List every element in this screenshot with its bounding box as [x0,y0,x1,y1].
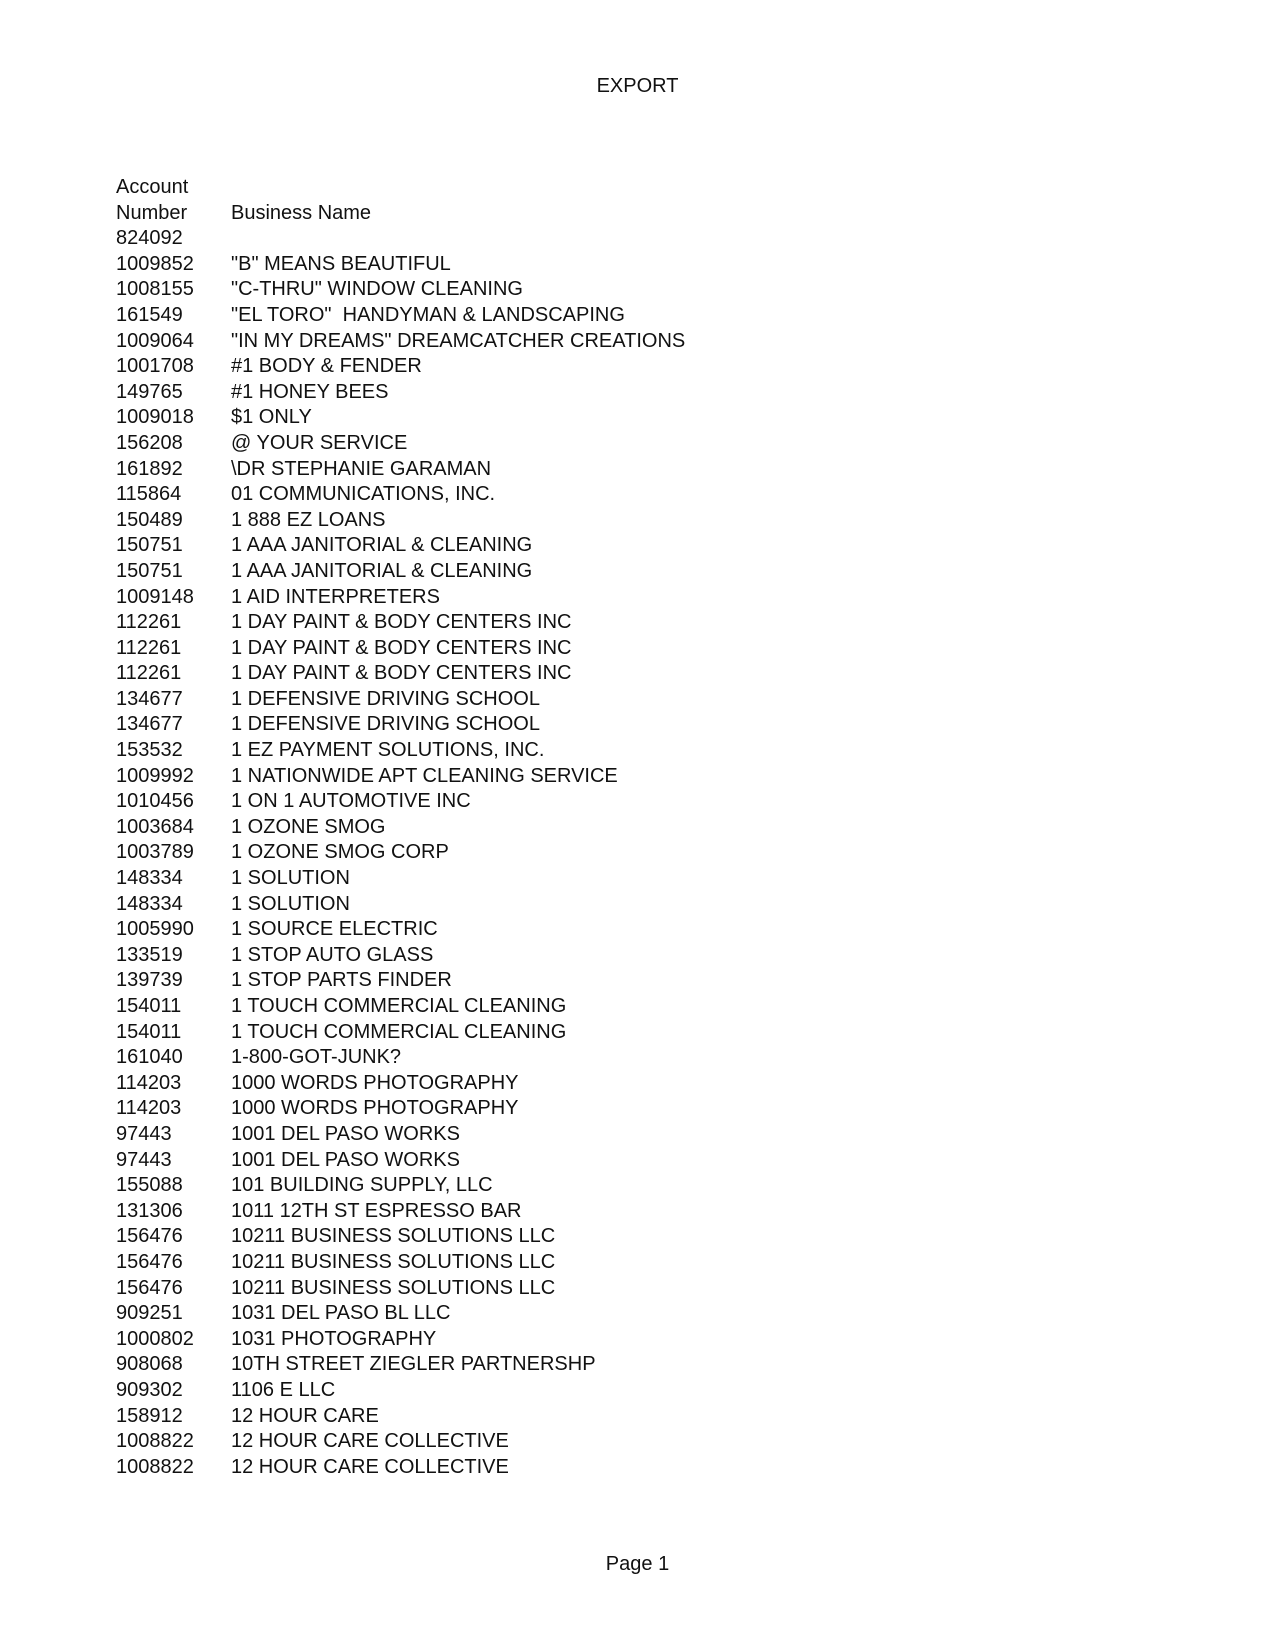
table-row [116,1352,685,1378]
business-name-cell: 1000 WORDS PHOTOGRAPHY [231,1097,519,1120]
page-number: Page 1 [605,1553,670,1575]
table-row [116,1404,685,1430]
table-row [116,1122,685,1148]
business-name-cell: 1 DAY PAINT & BODY CENTERS INC [231,611,572,634]
table-row [116,457,685,483]
account-header-line2: Number [116,201,188,224]
business-name-cell: 1000 WORDS PHOTOGRAPHY [231,1071,519,1094]
table-row [116,482,685,508]
account-number-cell: 150489 [116,508,183,531]
business-name-cell: \DR STEPHANIE GARAMAN [231,457,492,480]
table-row [116,815,685,841]
business-name-cell: 1 OZONE SMOG CORP [231,841,449,864]
business-name-cell: 12 HOUR CARE [231,1404,379,1427]
table-row [116,431,685,457]
account-number-cell: 1003789 [116,841,194,864]
table-row [116,1020,685,1046]
business-name-cell: #1 HONEY BEES [231,380,389,403]
table-row [116,354,685,380]
account-number-cell: 97443 [116,1122,172,1145]
table-row [116,303,685,329]
table-header [116,175,685,226]
business-name-cell: $1 ONLY [231,406,312,429]
account-number-cell: 1001708 [116,355,194,378]
business-name-cell: 12 HOUR CARE COLLECTIVE [231,1430,509,1453]
business-name-cell: 1106 E LLC [231,1378,336,1401]
account-number-cell: 1005990 [116,918,194,941]
account-number-cell: 155088 [116,1174,183,1197]
table-row [116,533,685,559]
account-number-cell: 908068 [116,1353,183,1376]
account-number-cell: 154011 [116,1020,182,1043]
account-number-cell: 112261 [116,662,182,685]
account-number-cell: 161549 [116,303,183,326]
table-row [116,1327,685,1353]
table-row [116,1224,685,1250]
business-name-cell: 1 AAA JANITORIAL & CLEANING [231,559,533,582]
table-row [116,226,685,252]
table-row [116,840,685,866]
business-name-cell: 1031 DEL PASO BL LLC [231,1302,451,1325]
business-name-cell: "C-THRU" WINDOW CLEANING [231,278,523,301]
table-row [116,559,685,585]
table-row [116,764,685,790]
account-number-cell: 909302 [116,1378,183,1401]
table-row [116,1250,685,1276]
table-row [116,1173,685,1199]
account-number-header [116,175,231,226]
account-number-cell: 156476 [116,1276,183,1299]
business-name-cell: 1 DEFENSIVE DRIVING SCHOOL [231,687,540,710]
account-number-cell: 154011 [116,995,182,1017]
account-number-cell: 156208 [116,431,183,454]
business-name-cell: 1 TOUCH COMMERCIAL CLEANING [231,1020,567,1043]
account-number-cell: 148334 [116,867,183,890]
account-number-cell: 161040 [116,1046,183,1069]
account-number-cell: 97443 [116,1148,172,1171]
account-number-cell: 131306 [116,1199,183,1222]
table-row [116,789,685,815]
business-name-cell: 1 AID INTERPRETERS [231,585,440,608]
table-row [116,329,685,355]
table-row [116,866,685,892]
business-name-cell: 1001 DEL PASO WORKS [231,1148,460,1171]
table-row [116,585,685,611]
account-number-cell: 158912 [116,1404,183,1427]
account-number-cell: 1008822 [116,1430,194,1453]
table-body [116,226,685,1480]
account-number-cell: 134677 [116,687,183,710]
account-number-cell: 112261 [116,611,182,634]
business-name-cell: 1 STOP AUTO GLASS [231,943,434,966]
business-name-cell: 101 BUILDING SUPPLY, LLC [231,1174,493,1197]
table-row [116,610,685,636]
account-number-cell: 1009148 [116,585,194,608]
account-number-cell: 1008822 [116,1455,194,1478]
account-header-line1: Account [116,176,189,198]
table-row [116,892,685,918]
business-name-cell: 1 STOP PARTS FINDER [231,969,452,992]
account-number-cell: 161892 [116,457,183,480]
account-number-cell: 149765 [116,380,183,403]
table-row [116,1071,685,1097]
business-name-cell: 01 COMMUNICATIONS, INC. [231,483,496,506]
table-row [116,943,685,969]
account-number-cell: 824092 [116,227,183,250]
business-name-cell: 1 SOLUTION [231,892,350,915]
business-name-cell: 10211 BUSINESS SOLUTIONS LLC [231,1250,556,1273]
table-row [116,636,685,662]
business-name-cell: 12 HOUR CARE COLLECTIVE [231,1455,509,1478]
account-table [116,175,685,1480]
account-number-cell: 1008155 [116,278,194,301]
table-row [116,380,685,406]
table-row [116,738,685,764]
account-number-cell: 1010456 [116,790,194,813]
table-row [116,1045,685,1071]
business-name-cell: 1 SOLUTION [231,867,350,890]
business-name-cell: 1 TOUCH COMMERCIAL CLEANING [231,995,567,1017]
business-name-cell: 1 DAY PAINT & BODY CENTERS INC [231,636,572,659]
table-row [116,1096,685,1122]
business-name-cell: "IN MY DREAMS" DREAMCATCHER CREATIONS [231,329,686,352]
business-name-cell: "B" MEANS BEAUTIFUL [231,252,451,275]
document-title: EXPORT [596,75,679,97]
account-number-cell: 139739 [116,969,183,992]
business-name-cell: 1 SOURCE ELECTRIC [231,918,438,941]
business-name-cell: 1031 PHOTOGRAPHY [231,1327,437,1350]
account-number-cell: 150751 [116,559,183,582]
business-name-cell: 1 DEFENSIVE DRIVING SCHOOL [231,713,540,736]
business-name-cell: 1011 12TH ST ESPRESSO BAR [231,1199,522,1222]
account-number-cell: 148334 [116,892,183,915]
table-row [116,1378,685,1404]
account-number-cell: 114203 [116,1097,182,1120]
business-name-cell: 1 OZONE SMOG [231,815,386,838]
table-row [116,1199,685,1225]
table-row [116,1276,685,1302]
table-row [116,712,685,738]
business-name-cell: 1001 DEL PASO WORKS [231,1122,460,1145]
table-row [116,1148,685,1174]
business-name-cell: 1-800-GOT-JUNK? [231,1046,402,1069]
account-number-cell: 115864 [116,483,182,506]
business-name-cell: 1 ON 1 AUTOMOTIVE INC [231,790,471,813]
table-row [116,1455,685,1481]
business-name-cell: 10TH STREET ZIEGLER PARTNERSHP [231,1353,596,1376]
business-name-cell: 1 888 EZ LOANS [231,508,386,531]
account-number-cell: 909251 [116,1302,183,1325]
table-row [116,1429,685,1455]
account-number-cell: 156476 [116,1250,183,1273]
business-name-cell: 10211 BUSINESS SOLUTIONS LLC [231,1225,556,1248]
table-row [116,917,685,943]
account-number-cell: 1009992 [116,764,194,787]
account-number-cell: 134677 [116,713,183,736]
table-row [116,994,685,1020]
table-row [116,687,685,713]
account-number-cell: 114203 [116,1071,182,1094]
account-number-cell: 1009064 [116,329,194,352]
account-number-cell: 1009018 [116,406,194,429]
account-number-cell: 1009852 [116,252,194,275]
account-number-cell: 112261 [116,636,182,659]
account-number-cell: 156476 [116,1225,183,1248]
business-name-cell: 1 DAY PAINT & BODY CENTERS INC [231,662,572,685]
account-number-cell: 150751 [116,534,183,557]
business-name-cell: @ YOUR SERVICE [231,431,408,454]
table-row [116,661,685,687]
table-row [116,252,685,278]
account-number-cell: 133519 [116,943,183,966]
account-number-cell: 1000802 [116,1327,194,1350]
business-name-cell: 10211 BUSINESS SOLUTIONS LLC [231,1276,556,1299]
table-row [116,508,685,534]
business-name-cell: 1 EZ PAYMENT SOLUTIONS, INC. [231,739,545,762]
table-row [116,968,685,994]
business-name-header: Business Name [231,201,372,224]
table-row [116,277,685,303]
table-row [116,1301,685,1327]
account-number-cell: 153532 [116,739,183,762]
account-number-cell: 1003684 [116,815,194,838]
business-name-cell: "EL TORO" HANDYMAN & LANDSCAPING [231,303,625,326]
business-name-cell: #1 BODY & FENDER [231,355,422,378]
table-row [116,405,685,431]
business-name-cell: 1 AAA JANITORIAL & CLEANING [231,534,533,557]
business-name-cell: 1 NATIONWIDE APT CLEANING SERVICE [231,764,618,787]
